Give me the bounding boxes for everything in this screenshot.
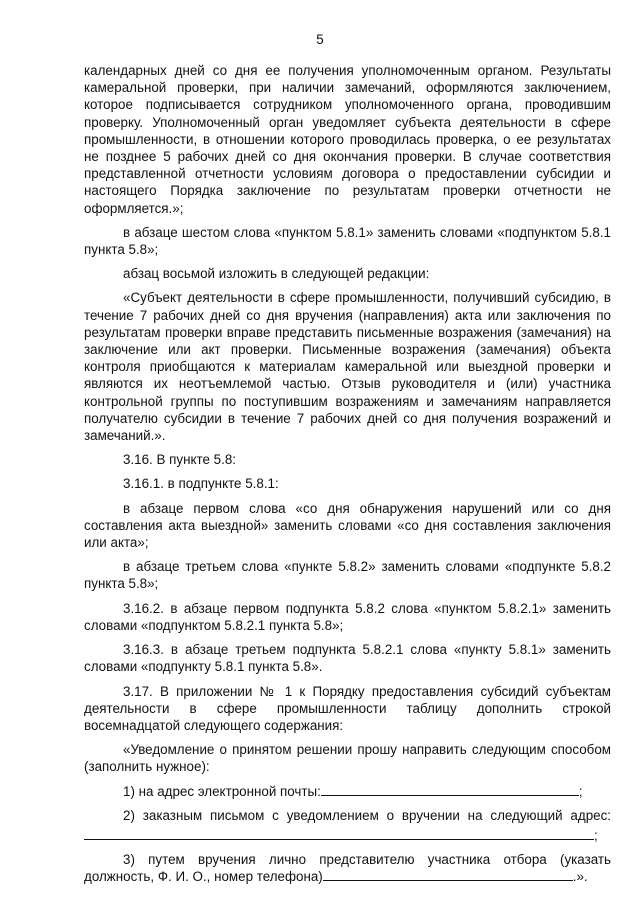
form-item-label: 1) на адрес электронной почты: <box>123 783 321 799</box>
paragraph: 3.16.3. в абзаце третьем подпункта 5.8.2.1 слова «пункту 5.8.1» заменить словами «подпункту 5.8.1 пункта 5.8». <box>84 642 611 675</box>
paragraph: календарных дней со дня ее получения уполномоченным органом. Результаты камеральной проверки, при наличии замечаний, оформляются заключением, которое подписывается сотрудником уполномоченного органа, проводившим проверку. Уполномоченный орган уведомляет субъекта деятельности в сфере промышленности, в отношении которого проводилась проверка, о ее результатах не позднее 5 рабочих дней со дня окончания проверки. В случае соответствия представленной отчетности условиям договора о предоставлении субсидии и настоящего Порядка заключение по результатам проверки отчетности не оформляется.»; <box>84 63 611 216</box>
form-item-end: ; <box>594 827 598 843</box>
paragraph: «Уведомление о принятом решении прошу направить следующим способом (заполнить нужное): <box>84 742 611 775</box>
form-item-email <box>84 783 611 800</box>
paragraph: 3.16.2. в абзаце первом подпункта 5.8.2 слова «пунктом 5.8.2.1» заменить словами «подпунктом 5.8.2.1 пункта 5.8»; <box>84 600 611 633</box>
form-item-end: .». <box>572 869 588 885</box>
paragraph: в абзаце шестом слова «пунктом 5.8.1» заменить словами «подпунктом 5.8.1 пункта 5.8»; <box>84 224 611 258</box>
paragraph: 3.16. В пункте 5.8: <box>123 452 236 468</box>
paragraph: в абзаце первом слова «со дня обнаружения нарушений или со дня составления акта выездной» заменить словами «со дня составления заключения или акта»; <box>84 500 611 551</box>
paragraph: 3.17. В приложении № 1 к Порядку предоставления субсидий субъектам деятельности в сфере промышленности таблицу дополнить строкой восемнадцатой следующего содержания: <box>84 683 611 733</box>
paragraph: в абзаце третьем слова «пункте 5.8.2» заменить словами «подпункте 5.8.2 пункта 5.8»; <box>84 559 611 592</box>
handover-blank-line <box>323 868 573 881</box>
form-item-end: ; <box>578 783 583 799</box>
page-number: 5 <box>316 32 324 47</box>
form-item-handover <box>84 851 611 885</box>
paragraph: «Субъект деятельности в сфере промышленности, получивший субсидию, в течение 7 рабочих дней со дня вручения (направления) акта или заключения по результатам проверки вправе представить письменные возражения (замечания) на заключение или акт проверки. Письменные возражения (замечания) объекта контроля приобщаются к материалам камеральной или выездной проверки и являются их неотъемлемой частью. Отзыв руководителя и (или) участника контрольной группы по поступившим возражениям и замечаниям направляется получателю субсидии в течение 7 рабочих дней со дня получения возражений и замечаний.». <box>84 290 611 444</box>
email-blank-line <box>321 783 579 796</box>
form-item-mail <box>84 807 611 844</box>
form-item-label: 2) заказным письмом с уведомлением о вручении на следующий адрес: <box>123 807 611 823</box>
address-blank-line <box>84 824 594 840</box>
form-item-label: 3) путем вручения лично представителю участника отбора (указать должность, Ф. И. О., номер телефона) <box>84 852 611 885</box>
paragraph: 3.16.1. в подпункте 5.8.1: <box>123 476 279 492</box>
document-body <box>84 62 611 893</box>
paragraph: абзац восьмой изложить в следующей редакции: <box>123 266 430 282</box>
